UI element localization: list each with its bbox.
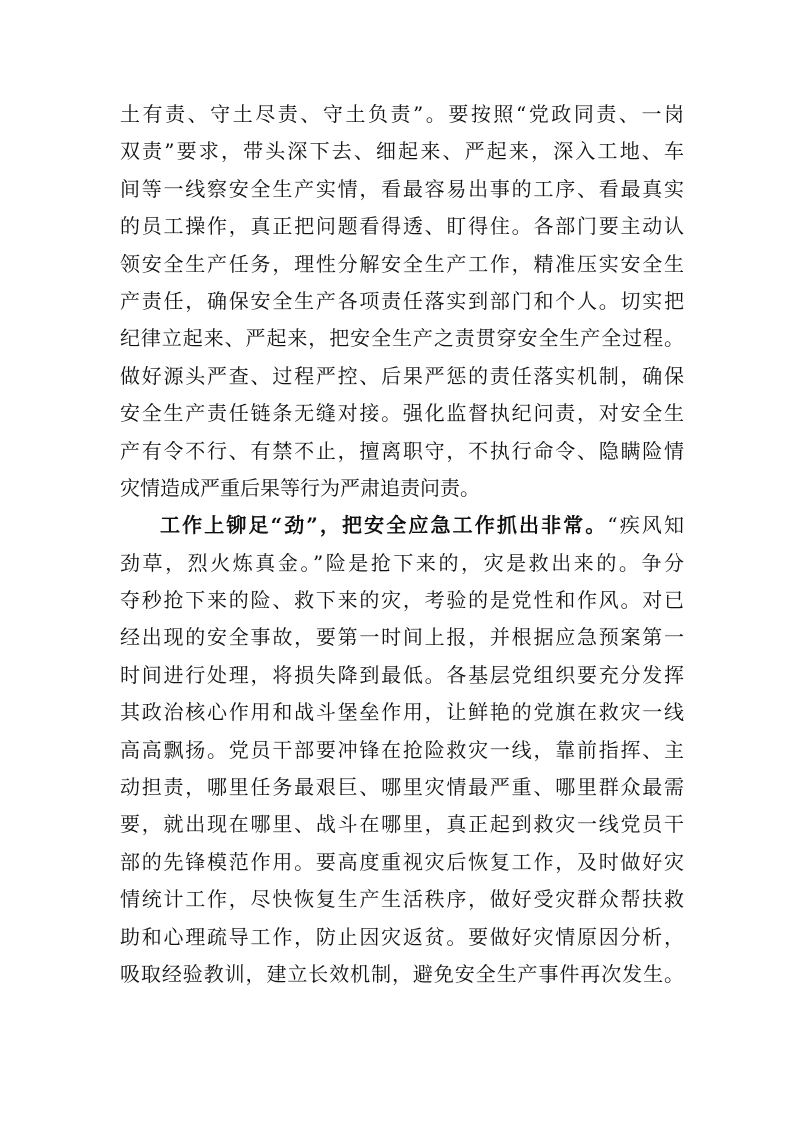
text-line: 要，就出现在哪里、战斗在哪里，真正起到救灾一线党员干 (120, 812, 684, 837)
text-line: 夺秒抢下来的险、救下来的灾，考验的是党性和作风。对已 (120, 588, 684, 613)
text-line: 部的先锋模范作用。要高度重视灾后恢复工作，及时做好灾 (120, 849, 684, 874)
paragraph-first-line (120, 507, 684, 544)
text-run: “疾风知 (607, 513, 684, 538)
text-line: 土有责、守土尽责、守土负责”。要按照“党政同责、一岗 (120, 102, 684, 126)
text-line: 纪律立起来、严起来，把安全生产之责贯穿安全生产全过程。 (120, 326, 684, 351)
text-line: 其政治核心作用和战斗堡垒作用，让鲜艳的党旗在救灾一线 (120, 700, 684, 725)
paragraph-heading: 工作上铆足“劲”，把安全应急工作抓出非常。 (160, 513, 608, 538)
text-line: 安全生产责任链条无缝对接。强化监督执纪问责，对安全生 (120, 401, 684, 426)
text-line: 产有令不行、有禁不止，擅离职守，不执行命令、隐瞒险情 (120, 438, 684, 463)
paragraph-emergency (120, 507, 684, 993)
text-line: 吸取经验教训，建立长效机制，避免安全生产事件再次发生。 (120, 961, 684, 986)
text-line: 动担责，哪里任务最艰巨、哪里灾情最严重、哪里群众最需 (120, 775, 684, 800)
text-line: 助和心理疏导工作，防止因灾返贫。要做好灾情原因分析， (120, 924, 684, 949)
text-line: 灾情造成严重后果等行为严肃追责问责。 (120, 475, 480, 500)
text-line: 间等一线察安全生产实情，看最容易出事的工序、看最真实 (120, 176, 684, 201)
text-line: 高高飘扬。党员干部要冲锋在抢险救灾一线，靠前指挥、主 (120, 737, 684, 762)
text-line: 情统计工作，尽快恢复生产生活秩序，做好受灾群众帮扶救 (120, 887, 684, 912)
text-line: 时间进行处理，将损失降到最低。各基层党组织要充分发挥 (120, 662, 684, 687)
text-line: 做好源头严查、过程严控、后果严惩的责任落实机制，确保 (120, 363, 684, 388)
text-line: 产责任，确保安全生产各项责任落实到部门和个人。切实把 (120, 288, 684, 313)
text-line: 双责”要求，带头深下去、细起来、严起来，深入工地、车 (120, 139, 684, 164)
text-line: 的员工操作，真正把问题看得透、盯得住。各部门要主动认 (120, 214, 684, 239)
text-line: 领安全生产任务，理性分解安全生产工作，精准压实安全生 (120, 251, 684, 276)
document-body (120, 96, 684, 993)
paragraph-responsibility (120, 96, 684, 507)
text-line: 经出现的安全事故，要第一时间上报，并根据应急预案第一 (120, 625, 684, 650)
text-line: 劲草，烈火炼真金。”险是抢下来的，灾是救出来的。争分 (120, 550, 684, 575)
